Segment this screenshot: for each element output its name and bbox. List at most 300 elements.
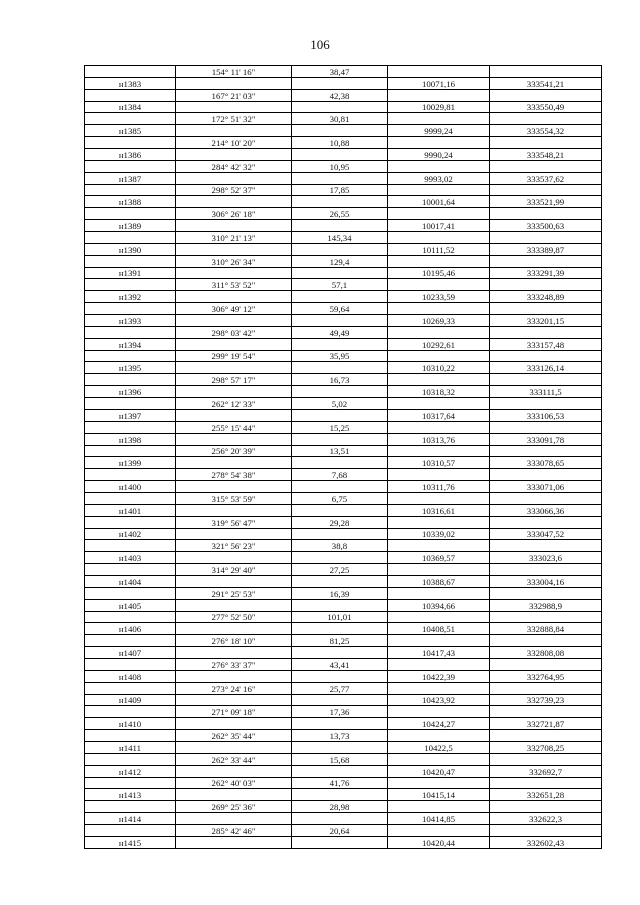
segment-row [85,66,602,78]
segment-row [85,516,602,528]
point-row [85,362,602,374]
distance-cell: 29,28 [292,516,388,528]
point-row [85,220,602,232]
bearing-cell: 273° 24' 16" [176,682,292,694]
empty-cell [490,184,602,196]
x-coordinate-cell: 10310,22 [388,362,490,374]
empty-cell [490,564,602,576]
bearing-cell: 167° 21' 03" [176,89,292,101]
empty-cell [388,587,490,599]
segment-row [85,658,602,670]
segment-row [85,232,602,244]
point-row [85,338,602,350]
empty-cell [85,350,176,362]
empty-cell [292,575,388,587]
point-row [85,149,602,161]
point-name-cell: н1389 [85,220,176,232]
point-name-cell: н1383 [85,77,176,89]
x-coordinate-cell: 10111,52 [388,243,490,255]
point-row [85,196,602,208]
y-coordinate-cell: 333047,52 [490,528,602,540]
y-coordinate-cell: 333111,5 [490,386,602,398]
bearing-cell: 172° 51' 32" [176,113,292,125]
empty-cell [85,421,176,433]
empty-cell [176,433,292,445]
empty-cell [176,125,292,137]
point-row [85,481,602,493]
point-name-cell: н1391 [85,267,176,279]
page-number: 106 [310,37,330,52]
segment-row [85,113,602,125]
point-name-cell: н1400 [85,481,176,493]
bearing-cell: 154° 11' 16" [176,66,292,78]
empty-cell [292,741,388,753]
point-name-cell: н1394 [85,338,176,350]
point-row [85,386,602,398]
point-name-cell: н1402 [85,528,176,540]
empty-cell [388,374,490,386]
empty-cell [85,89,176,101]
x-coordinate-cell: 10317,64 [388,409,490,421]
empty-cell [490,398,602,410]
y-coordinate-cell: 333066,36 [490,504,602,516]
x-coordinate-cell: 10269,33 [388,315,490,327]
empty-cell [85,587,176,599]
empty-cell [292,718,388,730]
empty-cell [292,125,388,137]
point-row [85,836,602,848]
empty-cell [490,350,602,362]
empty-cell [85,730,176,742]
empty-cell [85,564,176,576]
x-coordinate-cell: 9999,24 [388,125,490,137]
bearing-cell: 278° 54' 38" [176,469,292,481]
empty-cell [85,658,176,670]
y-coordinate-cell: 333091,78 [490,433,602,445]
x-coordinate-cell: 9993,02 [388,172,490,184]
empty-cell [292,457,388,469]
empty-cell [176,575,292,587]
segment-row [85,279,602,291]
x-coordinate-cell: 10388,67 [388,575,490,587]
point-name-cell: н1395 [85,362,176,374]
segment-row [85,350,602,362]
distance-cell: 13,51 [292,445,388,457]
bearing-cell: 269° 25' 36" [176,801,292,813]
distance-cell: 26,55 [292,208,388,220]
point-name-cell: н1398 [85,433,176,445]
bearing-cell: 277° 52' 50" [176,611,292,623]
y-coordinate-cell: 332888,84 [490,623,602,635]
empty-cell [490,232,602,244]
empty-cell [490,611,602,623]
empty-cell [292,315,388,327]
empty-cell [388,658,490,670]
segment-row [85,706,602,718]
point-row [85,267,602,279]
point-row [85,409,602,421]
empty-cell [388,303,490,315]
distance-cell: 38,8 [292,540,388,552]
empty-cell [85,611,176,623]
empty-cell [176,386,292,398]
bearing-cell: 321° 56' 23" [176,540,292,552]
segment-row [85,611,602,623]
x-coordinate-cell: 10017,41 [388,220,490,232]
point-row [85,433,602,445]
segment-row [85,255,602,267]
segment-row [85,635,602,647]
distance-cell: 10,95 [292,160,388,172]
empty-cell [292,836,388,848]
empty-cell [388,540,490,552]
distance-cell: 25,77 [292,682,388,694]
x-coordinate-cell: 10414,85 [388,813,490,825]
empty-cell [490,137,602,149]
segment-row [85,208,602,220]
empty-cell [176,623,292,635]
empty-cell [490,587,602,599]
empty-cell [490,753,602,765]
segment-row [85,445,602,457]
bearing-cell: 299° 19' 54" [176,350,292,362]
empty-cell [292,291,388,303]
empty-cell [176,196,292,208]
segment-row [85,801,602,813]
empty-cell [176,457,292,469]
empty-cell [388,137,490,149]
empty-cell [292,172,388,184]
empty-cell [85,137,176,149]
empty-cell [292,813,388,825]
empty-cell [176,101,292,113]
empty-cell [292,243,388,255]
point-name-cell: н1403 [85,552,176,564]
empty-cell [388,753,490,765]
empty-cell [85,208,176,220]
distance-cell: 7,68 [292,469,388,481]
distance-cell: 38,47 [292,66,388,78]
bearing-cell: 262° 12' 33" [176,398,292,410]
empty-cell [388,255,490,267]
empty-cell [85,66,176,78]
empty-cell [388,516,490,528]
x-coordinate-cell: 10318,32 [388,386,490,398]
distance-cell: 6,75 [292,492,388,504]
bearing-cell: 256° 20' 39" [176,445,292,457]
distance-cell: 15,25 [292,421,388,433]
empty-cell [388,801,490,813]
empty-cell [490,279,602,291]
point-row [85,243,602,255]
empty-cell [292,528,388,540]
y-coordinate-cell: 332721,87 [490,718,602,730]
y-coordinate-cell: 332651,28 [490,789,602,801]
bearing-cell: 271° 09' 18" [176,706,292,718]
distance-cell: 129,4 [292,255,388,267]
bearing-cell: 255° 15' 44" [176,421,292,433]
segment-row [85,421,602,433]
empty-cell [176,243,292,255]
y-coordinate-cell: 332988,9 [490,599,602,611]
point-row [85,101,602,113]
bearing-cell: 291° 25' 53" [176,587,292,599]
y-coordinate-cell: 333291,39 [490,267,602,279]
x-coordinate-cell: 10423,92 [388,694,490,706]
empty-cell [388,421,490,433]
segment-row [85,753,602,765]
point-row [85,504,602,516]
point-name-cell: н1404 [85,575,176,587]
distance-cell: 5,02 [292,398,388,410]
segment-row [85,492,602,504]
distance-cell: 81,25 [292,635,388,647]
bearing-cell: 276° 33' 37" [176,658,292,670]
survey-coordinates-table [84,65,602,849]
empty-cell [388,825,490,837]
empty-cell [388,682,490,694]
y-coordinate-cell: 333078,65 [490,457,602,469]
y-coordinate-cell: 333248,89 [490,291,602,303]
distance-cell: 101,01 [292,611,388,623]
empty-cell [85,540,176,552]
empty-cell [85,825,176,837]
empty-cell [85,326,176,338]
y-coordinate-cell: 333157,48 [490,338,602,350]
empty-cell [490,682,602,694]
x-coordinate-cell: 10424,27 [388,718,490,730]
distance-cell: 41,76 [292,777,388,789]
empty-cell [176,338,292,350]
empty-cell [176,718,292,730]
empty-cell [388,469,490,481]
empty-cell [490,421,602,433]
empty-cell [388,160,490,172]
point-name-cell: н1413 [85,789,176,801]
segment-row [85,398,602,410]
segment-row [85,326,602,338]
empty-cell [292,481,388,493]
empty-cell [176,481,292,493]
empty-cell [176,836,292,848]
point-row [85,77,602,89]
empty-cell [292,789,388,801]
x-coordinate-cell: 10420,47 [388,765,490,777]
y-coordinate-cell: 332602,43 [490,836,602,848]
distance-cell: 57,1 [292,279,388,291]
x-coordinate-cell: 10417,43 [388,647,490,659]
empty-cell [85,706,176,718]
point-row [85,789,602,801]
empty-cell [388,777,490,789]
empty-cell [85,492,176,504]
point-name-cell: н1406 [85,623,176,635]
x-coordinate-cell: 10422,39 [388,670,490,682]
empty-cell [292,552,388,564]
empty-cell [388,89,490,101]
point-row [85,291,602,303]
y-coordinate-cell: 332692,7 [490,765,602,777]
point-row [85,457,602,469]
point-name-cell: н1408 [85,670,176,682]
empty-cell [490,516,602,528]
point-name-cell: н1396 [85,386,176,398]
y-coordinate-cell: 333554,32 [490,125,602,137]
empty-cell [85,469,176,481]
x-coordinate-cell: 10422,5 [388,741,490,753]
empty-cell [490,777,602,789]
y-coordinate-cell: 333537,62 [490,172,602,184]
x-coordinate-cell: 9990,24 [388,149,490,161]
empty-cell [490,89,602,101]
empty-cell [292,220,388,232]
segment-row [85,587,602,599]
bearing-cell: 315° 53' 59" [176,492,292,504]
point-name-cell: н1397 [85,409,176,421]
distance-cell: 15,68 [292,753,388,765]
empty-cell [85,753,176,765]
empty-cell [292,623,388,635]
empty-cell [388,730,490,742]
x-coordinate-cell: 10369,57 [388,552,490,564]
x-coordinate-cell: 10339,02 [388,528,490,540]
y-coordinate-cell: 333023,6 [490,552,602,564]
empty-cell [388,398,490,410]
point-name-cell: н1409 [85,694,176,706]
segment-row [85,682,602,694]
empty-cell [490,469,602,481]
empty-cell [490,706,602,718]
point-name-cell: н1410 [85,718,176,730]
distance-cell: 27,25 [292,564,388,576]
empty-cell [292,386,388,398]
empty-cell [176,315,292,327]
x-coordinate-cell: 10029,81 [388,101,490,113]
distance-cell: 16,73 [292,374,388,386]
y-coordinate-cell: 332808,08 [490,647,602,659]
empty-cell [388,232,490,244]
bearing-cell: 298° 03' 42" [176,326,292,338]
point-name-cell: н1415 [85,836,176,848]
point-row [85,694,602,706]
empty-cell [292,599,388,611]
empty-cell [85,374,176,386]
empty-cell [85,682,176,694]
y-coordinate-cell: 333500,63 [490,220,602,232]
empty-cell [490,160,602,172]
point-name-cell: н1411 [85,741,176,753]
empty-cell [388,706,490,718]
distance-cell: 42,38 [292,89,388,101]
empty-cell [388,635,490,647]
segment-row [85,777,602,789]
point-name-cell: н1393 [85,315,176,327]
x-coordinate-cell: 10394,66 [388,599,490,611]
empty-cell [292,149,388,161]
point-row [85,670,602,682]
empty-cell [388,208,490,220]
distance-cell: 145,34 [292,232,388,244]
empty-cell [85,635,176,647]
x-coordinate-cell: 10195,46 [388,267,490,279]
bearing-cell: 276° 18' 10" [176,635,292,647]
empty-cell [176,291,292,303]
empty-cell [490,801,602,813]
distance-cell: 28,98 [292,801,388,813]
point-name-cell: н1390 [85,243,176,255]
point-name-cell: н1384 [85,101,176,113]
empty-cell [176,670,292,682]
empty-cell [490,540,602,552]
bearing-cell: 298° 57' 17" [176,374,292,386]
point-name-cell: н1405 [85,599,176,611]
empty-cell [176,409,292,421]
point-name-cell: н1407 [85,647,176,659]
empty-cell [388,445,490,457]
empty-cell [292,647,388,659]
distance-cell: 17,85 [292,184,388,196]
bearing-cell: 311° 53' 52" [176,279,292,291]
point-row [85,741,602,753]
empty-cell [176,172,292,184]
y-coordinate-cell: 333550,49 [490,101,602,113]
segment-row [85,374,602,386]
point-row [85,552,602,564]
point-row [85,599,602,611]
distance-cell: 17,36 [292,706,388,718]
empty-cell [388,113,490,125]
empty-cell [85,255,176,267]
empty-cell [292,267,388,279]
empty-cell [490,730,602,742]
segment-row [85,730,602,742]
point-name-cell: н1388 [85,196,176,208]
empty-cell [85,801,176,813]
bearing-cell: 262° 35' 44" [176,730,292,742]
empty-cell [292,338,388,350]
x-coordinate-cell: 10233,59 [388,291,490,303]
y-coordinate-cell: 333389,87 [490,243,602,255]
empty-cell [490,255,602,267]
empty-cell [85,184,176,196]
empty-cell [292,433,388,445]
y-coordinate-cell: 333548,21 [490,149,602,161]
empty-cell [292,101,388,113]
empty-cell [85,516,176,528]
point-name-cell: н1387 [85,172,176,184]
point-name-cell: н1386 [85,149,176,161]
empty-cell [388,66,490,78]
y-coordinate-cell: 333106,53 [490,409,602,421]
empty-cell [176,694,292,706]
x-coordinate-cell: 10310,57 [388,457,490,469]
segment-row [85,564,602,576]
empty-cell [490,303,602,315]
bearing-cell: 284° 42' 32" [176,160,292,172]
bearing-cell: 310° 21' 13" [176,232,292,244]
empty-cell [388,326,490,338]
bearing-cell: 285° 42' 46" [176,825,292,837]
empty-cell [176,789,292,801]
x-coordinate-cell: 10311,76 [388,481,490,493]
empty-cell [388,184,490,196]
point-name-cell: н1385 [85,125,176,137]
x-coordinate-cell: 10415,14 [388,789,490,801]
point-row [85,718,602,730]
empty-cell [292,504,388,516]
y-coordinate-cell: 333521,99 [490,196,602,208]
bearing-cell: 310° 26' 34" [176,255,292,267]
